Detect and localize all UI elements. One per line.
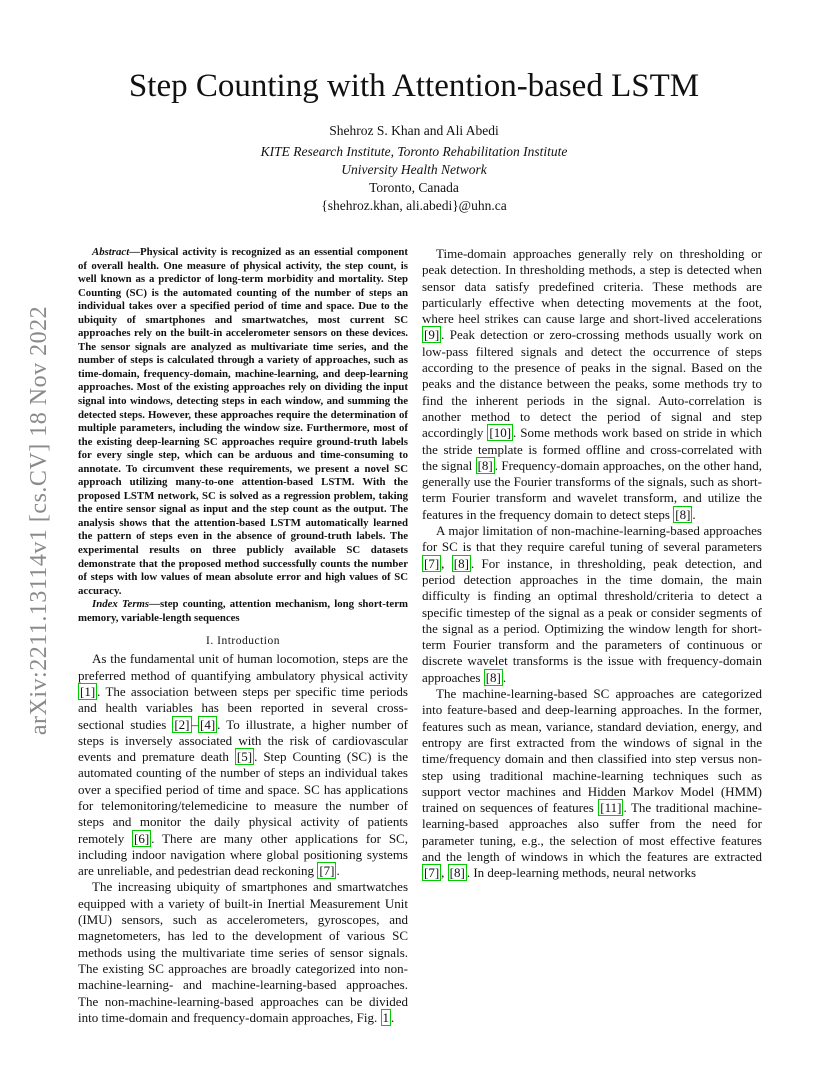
affiliation-2: University Health Network	[341, 162, 487, 177]
section-heading: I. Introduction	[206, 635, 280, 648]
left-column	[78, 246, 408, 1026]
intro-paragraph-3: Time-domain approaches generally rely on thresholding or peak detection. In thresholding methods, a step is detected when sensor data satisfy predefined criteria. These methods are particularly effective when detecting movements at the foot, where heel strikes can cause large and short-lived accelerations [9] . Peak detection or zero-crossing methods usually work on low-pass filtered signals and detect the occurrence of steps according to the presence of peaks in the signal. Based on the peaks and the distance between the peaks, some methods try to find the inherent periods in the signal. Auto-correlation is another method to detect the period of signal and step accordingly [10] . Some methods work based on stride in which the stride template is formed offline and cross-correlated with the signal [8] . Frequency-domain approaches, on the other hand, generally use the Fourier transforms of the signals, such as short-term Fourier transform and wavelet transform, and utilize the features in the frequency domain to detect steps [8] .	[422, 246, 762, 522]
paper-title: Step Counting with Attention-based LSTM	[128, 68, 700, 104]
citation-link[interactable]: [11]	[600, 800, 622, 816]
citation-link[interactable]: [7]	[424, 555, 440, 571]
intro-paragraph-5: The machine-learning-based SC approaches are categorized into feature-based and deep-learning approaches. In the former, features such as mean, variance, standard deviation, energy, and entropy are first extracted from the windows of signal in the time/frequency domain and then classified into step versus non-step using traditional machine-learning techniques such as support vector machines and Hidden Markov Model (HMM) trained on sequences of features [11] . The traditional machine-learning-based approaches also suffer from the need for parameter tuning, e.g., the selection of most effective features and the length of windows in which the features are extracted [7] , [8] . In deep-learning methods, neural networks	[422, 686, 762, 881]
intro-paragraph-4: A major limitation of non-machine-learning-based approaches for SC is that they require careful tuning of several parameters [7] , [8] . For instance, in thresholding, peak detection, and period detection approaches in the time domain, the main difficulty is finding an optimal threshold/criteria to detect a specific timestep of the signal as a peak or consider segments of the signal as a period. Optimizing the window length for short-term Fourier transform and the parameters of continuous or discrete wavelet transforms is the issue with frequency-domain approaches [8] .	[422, 523, 763, 685]
abstract	[78, 246, 408, 598]
right-column	[422, 246, 762, 882]
author-names: Shehroz S. Khan and Ali Abedi	[329, 123, 499, 138]
intro-paragraph-2: The increasing ubiquity of smartphones and smartwatches equipped with a variety of built-in Inertial Measurement Unit (IMU) sensors, such as accelerometers, gyroscopes, and magnetometers, has led to the development of various SC methods using the multivariate time series of sensor signals. The existing SC approaches are broadly categorized into non-machine-learning- and machine-learning-based approaches. The non-machine-learning-based approaches can be divided into time-domain and frequency-domain approaches, Fig. 1 .	[78, 879, 408, 1025]
arxiv-id: arXiv:2211.13114v1 [cs.CV] 18 Nov 2022	[26, 305, 53, 735]
citation-link[interactable]: [5]	[236, 749, 253, 765]
affiliation-1: KITE Research Institute, Toronto Rehabilitation Institute	[260, 144, 568, 159]
citation-link[interactable]: [8]	[485, 669, 501, 685]
index-terms-text: —step counting, attention mechanism, long short-term memory, variable-length sequences	[78, 598, 408, 624]
citation-link[interactable]: [9]	[424, 327, 440, 343]
citation-link[interactable]: [8]	[449, 865, 465, 881]
citation-link[interactable]: [8]	[675, 506, 691, 522]
citation-link[interactable]: [2]	[174, 716, 190, 732]
citation-link[interactable]: [8]	[453, 555, 469, 571]
intro-paragraph-1: As the fundamental unit of human locomotion, steps are the preferred method of quantifying ambulatory physical activity [1] . The association between steps per specific time periods and health variables has been reported in several cross-sectional studies [2] – [4] . To illustrate, a higher number of steps is inversely associated with the risk of cardiovascular events and premature death [5] . Step Counting (SC) is the automated counting of the number of steps an individual takes over a specified period of time and space. SC has applications for telemonitoring/telemedicine to measure the number of steps and monitor the daily physical activity of patients remotely [6] . There are many other applications for SC, including indoor navigation where global positioning systems are unreliable, and pedestrian dead reckoning [7] .	[78, 651, 409, 879]
email: {shehroz.khan, ali.abedi}@uhn.ca	[321, 198, 507, 213]
citation-link[interactable]: [8]	[477, 457, 493, 473]
citation-link[interactable]: [7]	[319, 863, 335, 879]
citation-link[interactable]: [4]	[200, 716, 216, 732]
arxiv-watermark	[16, 250, 64, 790]
index-terms	[78, 598, 408, 625]
abstract-label: Abstract	[92, 246, 130, 258]
citation-link[interactable]: [6]	[134, 830, 150, 846]
author-block	[0, 122, 828, 215]
citation-link[interactable]: [10]	[489, 425, 512, 441]
abstract-text: —Physical activity is recognized as an essential component of overall health. One measure of physical activity, the step count, is well known as a predictor of long-term morbidity and mortality. Step Counting (SC) is the automated counting of the number of steps an individual takes over a specified period of time and space. Due to the ubiquity of smartphones and smartwatches, most current SC approaches rely on the built-in accelerometer sensors on these devices. The sensor signals are analyzed as multivariate time series, and the number of steps is calculated through a variety of approaches, such as time-domain, frequency-domain, machine-learning, and deep-learning approaches. Most of the existing approaches rely on dividing the input signal into windows, detecting steps in each window, and summing the detected steps. However, these approaches require the determination of multiple parameters, including the window size. Furthermore, most of the existing deep-learning SC approaches require ground-truth labels for every single step, which can be arduous and time-consuming to annotate. To circumvent these requirements, we present a novel SC approach utilizing many-to-one attention-based LSTM. With the proposed LSTM network, SC is solved as a regression problem, taking the entire sensor signal as input and the step count as the output. The analysis shows that the attention-based LSTM automatically learned the pattern of steps even in the absence of ground-truth labels. The experimental results on three publicly available SC datasets demonstrate that the proposed method successfully counts the number of steps with low values of mean absolute error and high values of SC accuracy.	[78, 246, 408, 597]
figure-link[interactable]: 1	[382, 1009, 390, 1025]
index-terms-label: Index Terms	[92, 598, 150, 611]
citation-link[interactable]: [1]	[80, 683, 96, 699]
citation-link[interactable]: [7]	[424, 865, 440, 881]
location: Toronto, Canada	[369, 180, 459, 195]
